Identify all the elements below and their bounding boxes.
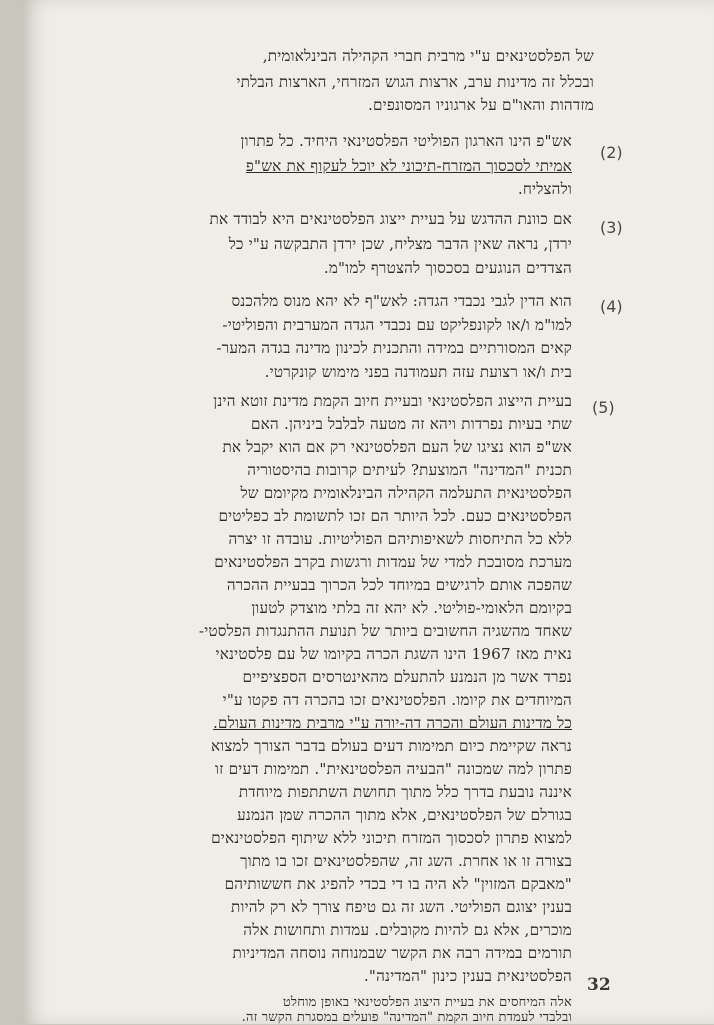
closing-line: אלה המיחסים את בעיית היצוג הפלסטינאי באופן מוחלט <box>282 995 572 1010</box>
paragraph-line: "מאבקם המזוין" לא היה בו די בכדי להפיג את חששותיהם <box>224 875 572 893</box>
paragraph-line: ירדן, נראה שאין הדבר מצליח, שכן ירדן התבקשה ע"י כל <box>228 235 572 253</box>
paragraph-number: (4) <box>600 297 623 316</box>
paragraph-line: הוא הדין לגבי נכבדי הגדה: לאש"ף לא יהא מנוס מלהכנס <box>231 292 572 310</box>
page-number: 32 <box>587 975 611 995</box>
paragraph-line: בענין יצוגם הפוליטי. השג זה גם טיפח צורך לא רק להיות <box>231 898 572 916</box>
paragraph-line: אש"פ הינו הארגון הפוליטי הפלסטינאי היחיד. כל פתרון <box>240 132 572 150</box>
paragraph-line: מערכת מסובכת למדי של עמדות ורגשות בקרב הפלסטינאים <box>214 553 572 571</box>
paragraph-line: פתרון למה שמכונה "הבעיה הפלסטינאית". תמימות דעים זו <box>215 760 572 778</box>
paragraph-number: (5) <box>592 398 615 417</box>
paragraph-line: אש"פ הוא נציגו של העם הפלסטינאי רק אם הוא יקבל את <box>222 438 572 456</box>
paragraph-line: אם כוונת ההדגש על בעיית ייצוג הפלסטינאים היא לבודד את <box>209 210 572 228</box>
paragraph-number: (2) <box>600 143 623 162</box>
paragraph-line: נראה שקיימת כיום תמימות דעים בעולם בדבר הצורך למצוא <box>210 737 572 755</box>
paragraph-line: בית ו/או רצועת עזה תעמודנה בפני מימוש קונקרטי. <box>264 363 572 381</box>
paragraph-line: תורמים במידה רבה את הקשר שבמנוחה נוסחה המדיניות <box>232 944 572 962</box>
paragraph-line: כל מדינות העולם והכרה דה-יורה ע"י מרבית מדינות העולם. <box>213 714 572 732</box>
paragraph-line: המיוחדים את קיומו. הפלסטינאים זכו בהכרה דה פקטו ע"י <box>222 691 572 709</box>
paragraph-line: בגורלם של הפלסטינאים, אלא מתוך ההכרה שמן הנמנע <box>237 806 572 824</box>
paragraph-line: אמיתי לסכסוך המזרח-תיכוני לא יוכל לעקוף את אש"פ <box>245 157 572 175</box>
paragraph-line: ולהצליח. <box>517 180 572 198</box>
paragraph-line: הפלסטינאים כעם. לכל היותר הם זכו לתשומת לב כפליטים <box>218 507 572 525</box>
paragraph-line: שתי בעיות נפרדות ויהא זה מטעה לבלבל ביניהן. האם <box>250 415 572 433</box>
paragraph-line: הפלסטינאית בענין כינון "המדינה". <box>363 967 572 985</box>
paragraph-number: (3) <box>600 218 623 237</box>
paragraph-line: למצוא פתרון לסכסוך המזרח תיכוני ללא שיתוף הפלסטינאים <box>211 829 572 847</box>
paragraph-line: שהפכה אותם לרגישים במיוחד לכל הכרוך בבעיית ההכרה <box>226 576 572 594</box>
paragraph-line: שאחד מהשגיה החשובים ביותר של תנועת ההתנגדות הפלסטי- <box>198 622 572 640</box>
paragraph-line: למו"מ ו/או לקונפליקט עם נכבדי הגדה המערבית והפוליטי- <box>222 316 572 334</box>
intro-line: של הפלסטינאים ע"י מרבית חברי הקהילה הבינלאומית, <box>262 47 594 65</box>
paragraph-line: איננה נובעת בדרך כלל מתוך תחושת השתתפות מיוחדת <box>238 783 572 801</box>
paragraph-line: בקיומם הלאומי-פוליטי. לא יהא זה בלתי מוצדק לטעון <box>251 599 572 617</box>
paragraph-line: הפלסטינאית התעלמה הקהילה הבינלאומית מקיומם של <box>240 484 572 502</box>
paragraph-line: הצדדים הנוגעים בסכסוך להצטרף למו"מ. <box>323 259 572 277</box>
paragraph-line: ללא כל התיחסות לשאיפותיהם הפוליטיות. עובדה זו יצרה <box>228 530 572 548</box>
closing-line: ובלבדי לעמדת חיוב הקמת "המדינה" פועלים במסגרת הקשר זה. <box>241 1010 572 1025</box>
paragraph-line: נפרד אשר מן הנמנע להתעלם מהאינטרסים הספציפיים <box>242 668 572 686</box>
intro-line: מזדהות והאו"ם על ארגוניו המסונפים. <box>367 96 594 114</box>
paragraph-line: תכנית "המדינה" המוצעת? לעיתים קרובות בהיסטוריה <box>247 461 572 479</box>
paragraph-line: נאית מאז 1967 הינו השגת הכרה בקיומו של עם פלסטינאי <box>215 645 572 663</box>
paragraph-line: בצורה זו או אחרת. השג זה, שהפלסטינאים זכו בו מתוך <box>240 852 572 870</box>
document-page <box>22 0 714 1024</box>
paragraph-line: מוכרים, אלא גם להיות מקובלים. עמדות ותחושות אלה <box>243 921 572 939</box>
paragraph-line: קאים המסורתיים במידה והתכנית לכינון מדינה בגדה המער- <box>216 339 572 357</box>
paragraph-line: בעיית הייצוג הפלסטינאי ובעיית חיוב הקמת מדינת זוטא הינן <box>213 392 572 410</box>
intro-line: ובכלל זה מדינות ערב, ארצות הגוש המזרחי, הארצות הבלתי <box>236 73 594 91</box>
